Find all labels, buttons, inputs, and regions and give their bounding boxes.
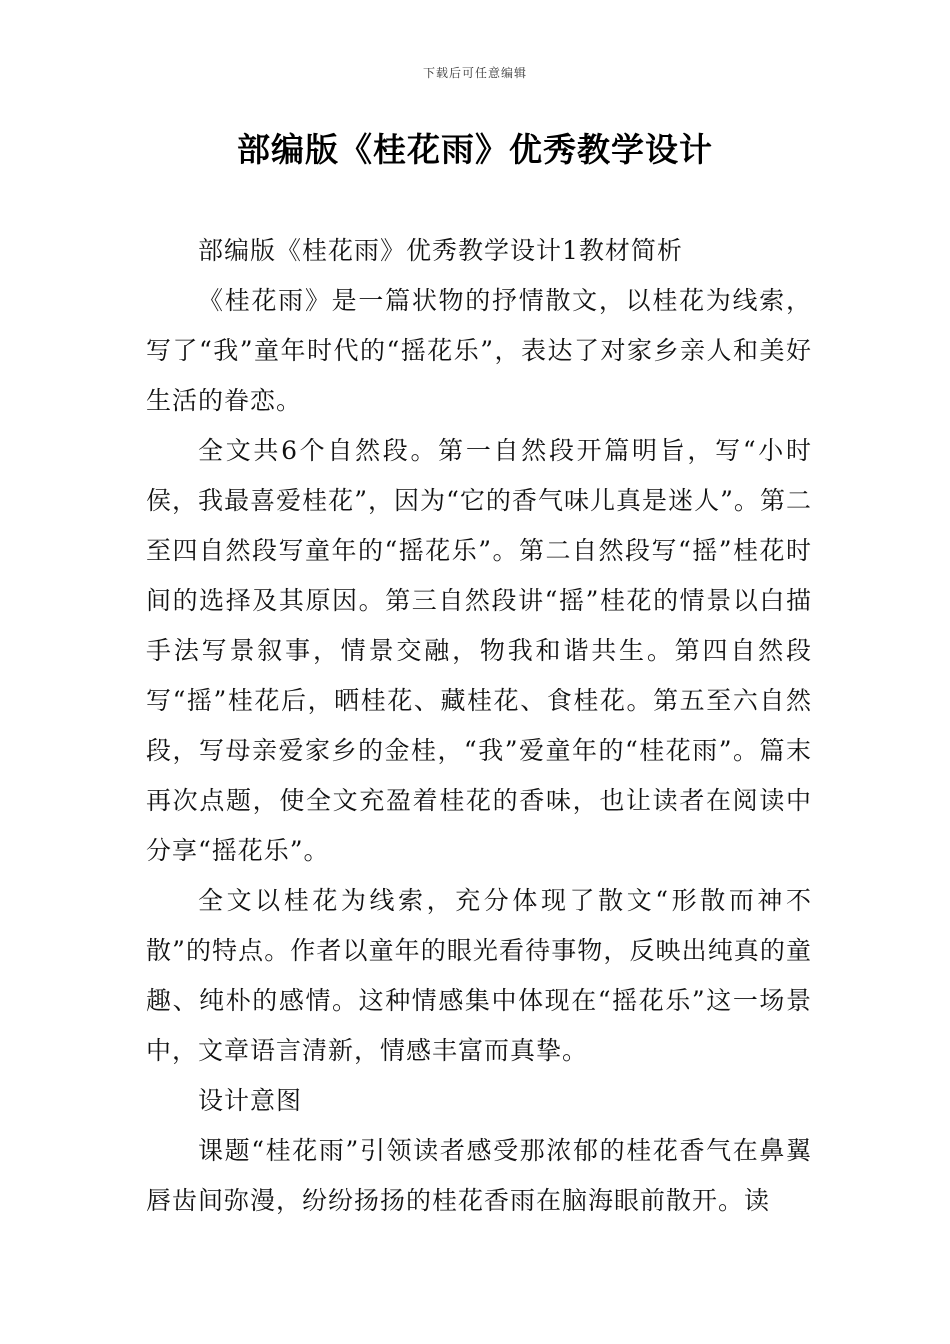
header-note: 下载后可任意编辑 bbox=[422, 66, 527, 80]
section-heading-design-intent: 设计意图 bbox=[198, 1086, 303, 1115]
paragraph-structure: 全文共6个自然段。第一自然段开篇明旨，写“小时侯，我最喜爱桂花”，因为“它的香气味儿真是迷人”。第二至四自然段写童年的“摇花乐”。第二自然段写“摇”桂花时间的选择及其原因。第三自然段讲“摇”桂花的情景以白描手法写景叙事，情景交融，物我和谐共生。第四自然段写“摇”桂花后，晒桂花、藏桂花、食桂花。第五至六自然段，写母亲爱家乡的金桂，“我”爱童年的“桂花雨”。篇末再次点题，使全文充盈着桂花的香味，也让读者在阅读中分享“摇花乐”。 bbox=[146, 436, 812, 865]
document-body bbox=[146, 226, 812, 1226]
paragraph-intro: 《桂花雨》是一篇状物的抒情散文，以桂花为线索，写了“我”童年时代的“摇花乐”，表达了对家乡亲人和美好生活的眷恋。 bbox=[146, 286, 812, 415]
page-title: 部编版《桂花雨》优秀教学设计 bbox=[237, 130, 713, 169]
section-heading-analysis: 部编版《桂花雨》优秀教学设计1教材简析 bbox=[198, 236, 683, 265]
paragraph-design-intent: 课题“桂花雨”引领读者感受那浓郁的桂花香气在鼻翼唇齿间弥漫，纷纷扬扬的桂花香雨在脑海眼前散开。读 bbox=[146, 1136, 812, 1215]
paragraph-theme: 全文以桂花为线索，充分体现了散文“形散而神不散”的特点。作者以童年的眼光看待事物，反映出纯真的童趣、纯朴的感情。这种情感集中体现在“摇花乐”这一场景中，文章语言清新，情感丰富而真挚。 bbox=[146, 886, 812, 1065]
